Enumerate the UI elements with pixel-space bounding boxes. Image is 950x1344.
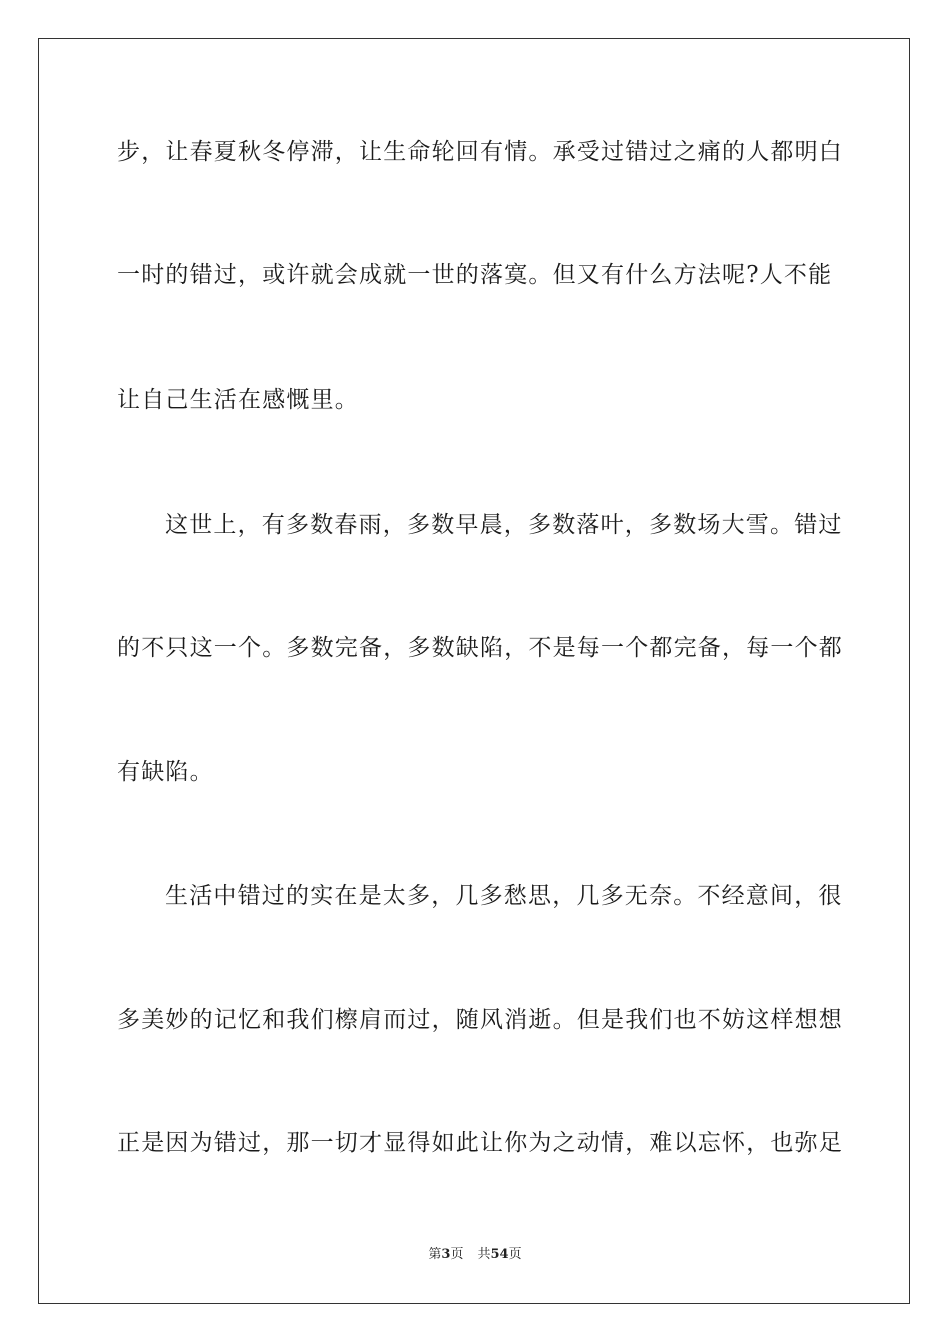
text-line: 步，让春夏秋冬停滞，让生命轮回有情。承受过错过之痛的人都明白 [117,139,843,165]
text-line: 一时的错过，或许就会成就一世的落寞。但又有什么方法呢?人不能 [117,262,833,288]
paragraph-start-line: 这世上，有多数春雨，多数早晨，多数落叶，多数场大雪。错过 [165,512,843,538]
page-prefix: 第 [428,1247,442,1262]
text-line: 多美妙的记忆和我们檫肩而过，随风消逝。但是我们也不妨这样想想 [117,1007,843,1033]
text-line: 有缺陷。 [117,759,214,785]
text-line: 让自己生活在感慨里。 [117,387,359,413]
text-line: 正是因为错过，那一切才显得如此让你为之动情，难以忘怀，也弥足 [117,1130,843,1156]
page-footer [0,1246,950,1264]
text-line: 的不只这一个。多数完备，多数缺陷，不是每一个都完备，每一个都 [117,635,843,661]
paragraph-start-line: 生活中错过的实在是太多，几多愁思，几多无奈。不经意间，很 [165,883,843,909]
total-prefix: 共 [477,1247,491,1262]
page-number: 3 [441,1247,451,1262]
total-pages: 54 [490,1247,509,1262]
page-border [38,38,910,1304]
total-suffix: 页 [508,1247,522,1262]
page-suffix: 页 [450,1247,464,1262]
